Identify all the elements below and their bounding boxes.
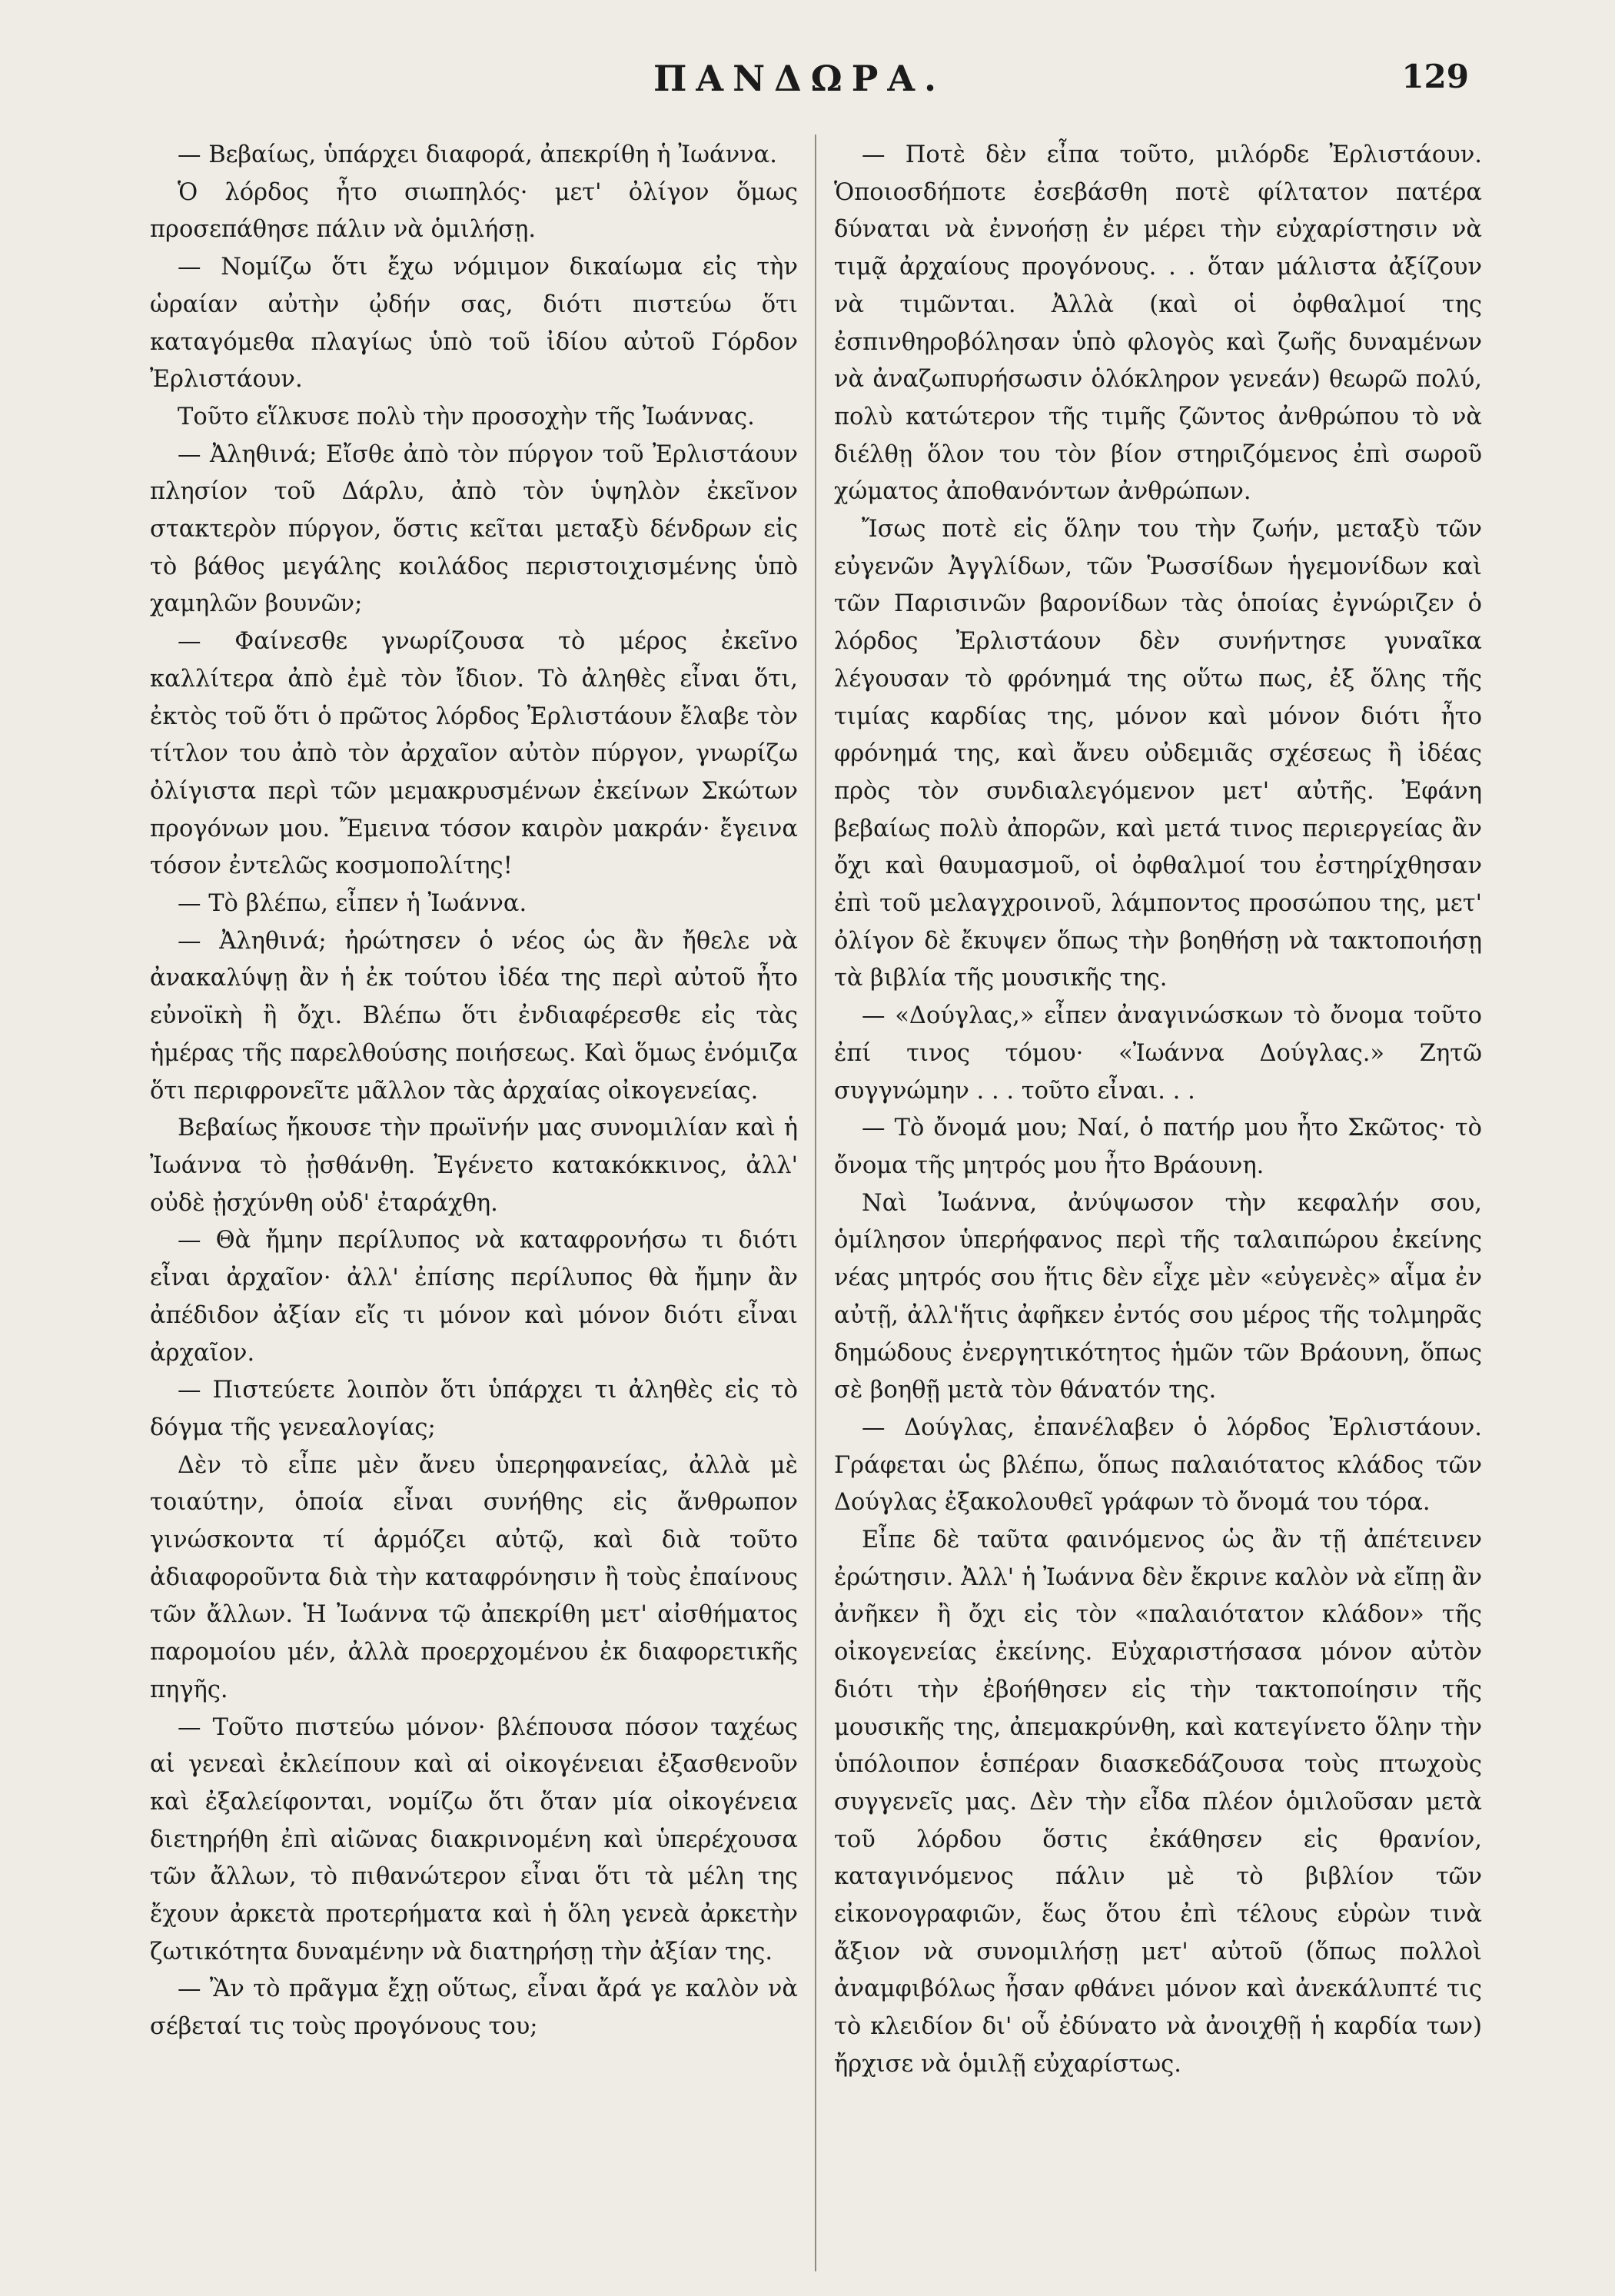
journal-title: ΠΑΝΔΩΡΑ. bbox=[653, 58, 946, 99]
paragraph: — Ποτὲ δὲν εἶπα τοῦτο, μιλόρδε Ἐρλιστάουν. Ὁποιοσδήποτε ἐσεβάσθη ποτὲ φίλτατον πατέρα δύναται νὰ ἐννοήσῃ ἐν μέρει τὴν εὐχαρίστησιν νὰ τιμᾷ ἀρχαίους προγόνους. . . ὅταν μάλιστα ἀξίζουν νὰ τιμῶνται. Ἀλλὰ (καὶ οἱ ὀφθαλμοί της ἐσπινθηροβόλησαν ὑπὸ φλογὸς καὶ ζωῆς δυναμένων νὰ ἀναζωπυρήσωσιν ὁλόκληρον γενεάν) θεωρῶ πολύ, πολὺ κατώτερον τῆς τιμῆς ζῶντος ἀνθρώπου τὸ νὰ διέλθῃ ὅλον του τὸν βίον στηριζόμενος ἐπὶ σωροῦ χώματος ἀποθανόντων ἀνθρώπων. bbox=[834, 141, 1482, 506]
page-number: 129 bbox=[1401, 58, 1469, 95]
page-header bbox=[0, 58, 1615, 119]
paragraph: — «Δούγλας,» εἶπεν ἀναγινώσκων τὸ ὄνομα τοῦτο ἐπί τινος τόμου· «Ἰωάννα Δούγλας.» Ζητῶ συγγνώμην . . . τοῦτο εἶναι. . . bbox=[834, 1002, 1482, 1105]
left-column bbox=[150, 137, 798, 2046]
column-divider bbox=[815, 135, 816, 2271]
paragraph: — Φαίνεσθε γνωρίζουσα τὸ μέρος ἐκεῖνο καλλίτερα ἀπὸ ἐμὲ τὸν ἴδιον. Τὸ ἀληθὲς εἶναι ὅτι, ἐκτὸς τοῦ ὅτι ὁ πρῶτος λόρδος Ἐρλιστάουν ἔλαβε τὸν τίτλον του ἀπὸ τὸν ἀρχαῖον αὐτὸν πύργον, γνωρίζω ὀλίγιστα περὶ τῶν μεμακρυσμένων ἐκείνων Σκώτων προγόνων μου. Ἔμεινα τόσον καιρὸν μακράν· ἔγεινα τόσον ἐντελῶς κοσμοπολίτης! bbox=[150, 628, 798, 880]
paragraph: — Πιστεύετε λοιπὸν ὅτι ὑπάρχει τι ἀληθὲς εἰς τὸ δόγμα τῆς γενεαλογίας; bbox=[150, 1377, 798, 1441]
paragraph: — Ἀληθινά; Εἴσθε ἀπὸ τὸν πύργον τοῦ Ἐρλιστάουν πλησίον τοῦ Δάρλυ, ἀπὸ τὸν ὑψηλὸν ἐκεῖνον στακτερὸν πύργον, ὅστις κεῖται μεταξὺ δένδρων εἰς τὸ βάθος μεγάλης κοιλάδος περιστοιχισμένης ὑπὸ χαμηλῶν βουνῶν; bbox=[150, 440, 798, 618]
paragraph: — Τὸ ὄνομά μου; Ναί, ὁ πατήρ μου ἦτο Σκῶτος· τὸ ὄνομα τῆς μητρός μου ἦτο Βράουνη. bbox=[834, 1115, 1482, 1179]
paragraph: Τοῦτο εἵλκυσε πολὺ τὴν προσοχὴν τῆς Ἰωάννας. bbox=[178, 403, 755, 430]
paragraph: — Τὸ βλέπω, εἶπεν ἡ Ἰωάννα. bbox=[178, 890, 527, 918]
paragraph: Ἴσως ποτὲ εἰς ὅλην του τὴν ζωήν, μεταξὺ τῶν εὐγενῶν Ἀγγλίδων, τῶν Ῥωσσίδων ἡγεμονίδων καὶ τῶν Παρισινῶν βαρονίδων τὰς ὁποίας ἐγνώριζεν ὁ λόρδος Ἐρλιστάουν δὲν συνήντησε γυναῖκα λέγουσαν τὸ φρόνημά της οὕτω πως, ἐξ ὅλης τῆς τιμίας καρδίας της, μόνον καὶ μόνον διότι ἦτο φρόνημά της, καὶ ἄνευ οὐδεμιᾶς σχέσεως ἢ ἰδέας πρὸς τὸν συνδιαλεγόμενον μετ' αὐτῆς. Ἐφάνη βεβαίως πολὺ ἀπορῶν, καὶ μετά τινος περιεργείας ἂν ὄχι καὶ θαυμασμοῦ, οἱ ὀφθαλμοί του ἐστηρίχθησαν ἐπὶ τοῦ μελαγχροινοῦ, λάμποντος προσώπου της, μετ' ὀλίγον δὲ ἔκυψεν ὅπως τὴν βοηθήσῃ νὰ τακτοποιήσῃ τὰ βιβλία τῆς μουσικῆς της. bbox=[834, 516, 1482, 992]
paragraph: — Θὰ ἤμην περίλυπος νὰ καταφρονήσω τι διότι εἶναι ἀρχαῖον· ἀλλ' ἐπίσης περίλυπος θὰ ἤμην ἂν ἀπέδιδον ἀξίαν εἴς τι μόνον καὶ μόνον διότι εἶναι ἀρχαῖον. bbox=[150, 1227, 798, 1367]
paragraph: — Δούγλας, ἐπανέλαβεν ὁ λόρδος Ἐρλιστάουν. Γράφεται ὡς βλέπω, ὅπως παλαιότατος κλάδος τῶν Δούγλας ἐξακολουθεῖ γράφων τὸ ὄνομά του τόρα. bbox=[834, 1414, 1482, 1517]
paragraph: — Τοῦτο πιστεύω μόνον· βλέπουσα πόσον ταχέως αἱ γενεαὶ ἐκλείπουν καὶ αἱ οἰκογένειαι ἐξασθενοῦν καὶ ἐξαλείφονται, νομίζω ὅτι ὅταν μία οἰκογένεια διετηρήθη ἐπὶ αἰῶνας διακρινομένη καὶ ὑπερέχουσα τῶν ἄλλων, τὸ πιθανώτερον εἶναι ὅτι τὰ μέλη της ἔχουν ἀρκετὰ προτερήματα καὶ ἡ ὅλη γενεὰ ἀρκετὴν ζωτικότητα δυναμένην νὰ διατηρήσῃ τὴν ἀξίαν της. bbox=[150, 1713, 798, 1965]
paragraph: — Ἀληθινά; ἠρώτησεν ὁ νέος ὡς ἂν ἤθελε νὰ ἀνακαλύψῃ ἂν ἡ ἐκ τούτου ἰδέα της περὶ αὐτοῦ ἦτο εὐνοϊκὴ ἢ ὄχι. Βλέπω ὅτι ἐνδιαφέρεσθε εἰς τὰς ἡμέρας τῆς παρελθούσης ποιήσεως. Καὶ ὅμως ἐνόμιζα ὅτι περιφρονεῖτε μᾶλλον τὰς ἀρχαίας οἰκογενείας. bbox=[150, 927, 798, 1105]
paragraph: Ὁ λόρδος ἦτο σιωπηλός· μετ' ὀλίγον ὅμως προσεπάθησε πάλιν νὰ ὁμιλήσῃ. bbox=[150, 178, 798, 244]
paragraph: Εἶπε δὲ ταῦτα φαινόμενος ὡς ἂν τῇ ἀπέτεινεν ἐρώτησιν. Ἀλλ' ἡ Ἰωάννα δὲν ἔκρινε καλὸν νὰ εἴπῃ ἂν ἀνῆκεν ἢ ὄχι εἰς τὸν «παλαιότατον κλάδον» τῆς οἰκογενείας ἐκείνης. Εὐχαριστήσασα μόνον αὐτὸν διότι τὴν ἐβοήθησεν εἰς τὴν τακτοποίησιν τῆς μουσικῆς της, ἀπεμακρύνθη, καὶ κατεγίνετο ὅλην τὴν ὑπόλοιπον ἑσπέραν διασκεδάζουσα τοὺς πτωχοὺς συγγενεῖς μας. Δὲν τὴν εἶδα πλέον ὁμιλοῦσαν μετὰ τοῦ λόρδου ὅστις ἐκάθησεν εἰς θρανίον, καταγινόμενος πάλιν μὲ τὸ βιβλίον τῶν εἰκονογραφιῶν, ἕως ὅτου ἐπὶ τέλους εὑρὼν τινὰ ἄξιον νὰ συνομιλήσῃ μετ' αὐτοῦ (ὅπως πολλοὶ ἀναμφιβόλως ἦσαν φθάνει μόνον καὶ ἀνεκάλυπτέ τις τὸ κλειδίον δι' οὗ ἐδύνατο νὰ ἀνοιχθῇ ἡ καρδία των) ἤρχισε νὰ ὁμιλῇ εὐχαρίστως. bbox=[834, 1527, 1482, 2078]
paragraph: Βεβαίως ἤκουσε τὴν πρωϊνήν μας συνομιλίαν καὶ ἡ Ἰωάννα τὸ ᾐσθάνθη. Ἐγένετο κατακόκκινος, ἀλλ' οὐδὲ ᾐσχύνθη οὐδ' ἐταράχθη. bbox=[150, 1115, 798, 1217]
paragraph: — Νομίζω ὅτι ἔχω νόμιμον δικαίωμα εἰς τὴν ὡραίαν αὐτὴν ᾠδήν σας, διότι πιστεύω ὅτι καταγόμεθα πλαγίως ὑπὸ τοῦ ἰδίου αὐτοῦ Γόρδον Ἐρλιστάουν. bbox=[150, 254, 798, 394]
paragraph: — Ἂν τὸ πρᾶγμα ἔχῃ οὕτως, εἶναι ἄρά γε καλὸν νὰ σέβεταί τις τοὺς προγόνους του; bbox=[150, 1975, 798, 2041]
right-column bbox=[834, 137, 1482, 2084]
paragraph: — Βεβαίως, ὑπάρχει διαφορά, ἀπεκρίθη ἡ Ἰωάννα. bbox=[178, 141, 777, 168]
paragraph: Ναὶ Ἰωάννα, ἀνύψωσον τὴν κεφαλήν σου, ὁμίλησον ὑπερήφανος περὶ τῆς ταλαιπώρου ἐκείνης νέας μητρός σου ἥτις δὲν εἶχε μὲν «εὐγενὲς» αἷμα ἐν αὐτῇ, ἀλλ'ἥτις ἀφῆκεν ἐντός σου μέρος τῆς τολμηρᾶς δημώδους ἐνεργητικότητος ἡμῶν τῶν Βράουνη, ὅπως σὲ βοηθῇ μετὰ τὸν θάνατόν της. bbox=[834, 1189, 1482, 1404]
paragraph: Δὲν τὸ εἶπε μὲν ἄνευ ὑπερηφανείας, ἀλλὰ μὲ τοιαύτην, ὁποία εἶναι συνήθης εἰς ἄνθρωπον γινώσκοντα τί ἁρμόζει αὐτῷ, καὶ διὰ τοῦτο ἀδιαφοροῦντα διὰ τὴν καταφρόνησιν ἢ τοὺς ἐπαίνους τῶν ἄλλων. Ἡ Ἰωάννα τῷ ἀπεκρίθη μετ' αἰσθήματος παρομοίου μέν, ἀλλὰ προερχομένου ἐκ διαφορετικῆς πηγῆς. bbox=[150, 1451, 798, 1703]
